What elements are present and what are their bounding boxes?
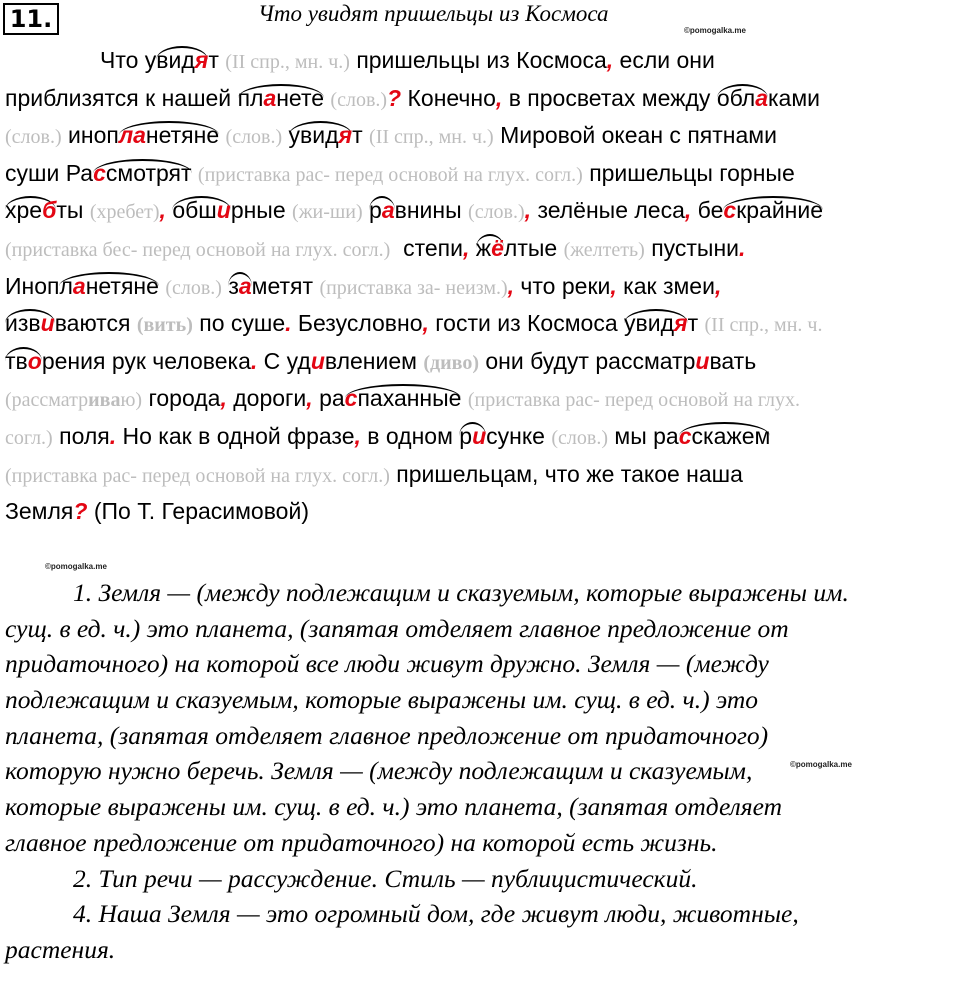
root-arc: ри [459,422,487,449]
exercise-number: 11. [3,3,59,35]
root-arc: скрайние [723,197,824,224]
highlighted-letter: я [194,47,209,73]
answer-line: которые выражены им. сущ. в ед. ч.) это планета, (запятая отделяет [5,792,783,822]
answers-block [5,575,960,968]
note: (II спр., мн. ч. [704,314,823,337]
text-line-3: (слов.) инопланетяне (слов.) увидят (II спр., мн. ч.) Мировой океан с пятнами [5,122,777,149]
note: (желтеть) [563,238,645,261]
exercise-text [5,42,955,531]
answer-line: 4. Наша Земля — это огромный дом, где живут люди, животные, [73,899,799,929]
note: (слов.) [330,88,388,111]
text-line-13: Земля? (По Т. Герасимовой) [5,498,309,525]
root-arc: изви [5,310,55,337]
root-arc: обши [172,197,231,224]
text-line-6: (приставка бес- перед основой на глух. согл.) степи, жёлтые (желтеть) пустыни. [5,234,746,261]
text-line-12: (приставка рас- перед основой на глух. согл.) пришельцам, что же такое наша [5,460,743,487]
note: (II спр., мн. ч.) [369,126,494,149]
root-arc: видя [156,47,209,73]
note: (приставка рас- перед основой на глух. согл.) [197,163,583,186]
answer-line: планета, (запятая отделяет главное предложение от придаточного) [5,720,769,750]
answer-line: сущ. в ед. ч.) это планета, (запятая отделяет главное предложение от [5,613,789,643]
text-line-1: Что увидят (II спр., мн. ч.) пришельцы из Космоса, если они [100,47,715,73]
note: (слов.) [165,276,222,299]
root-arc: обла [716,84,768,111]
note: (II спр., мн. ч.) [225,51,350,73]
note: (слов.) [225,126,283,149]
note: (рассматр [5,389,89,412]
note: (приставка рас- перед основой на глух. согл.) [5,464,390,487]
note: (приставка за- неизм.) [319,276,508,299]
root-arc: ра [369,197,395,224]
root-arc: увидя [288,122,353,149]
root-arc: спаханные [344,385,462,412]
watermark: ©pomogalka.me [45,562,107,571]
exercise-title: Что увидят пришельцы из Космоса [258,1,609,26]
red-punctuation: ? [387,84,402,111]
note: (приставка бес- перед основой на глух. согл.) [5,238,391,261]
root-arc: за [228,272,252,299]
answer-line: 1. Земля — (между подлежащим и сказуемым, которые выражены им. [73,578,849,607]
note: (вить) [136,314,193,337]
answer-line: 2. Тип речи — рассуждение. Стиль — публицистический. [73,863,698,893]
root-arc: ланетяне [59,272,159,299]
root-arc: жё [475,234,504,261]
text-line-4: суши Рассмотрят (приставка рас- перед основой на глух. согл.) пришельцы горные [5,159,795,186]
text-line-5: хребты (хребет), обширные (жи-ши) равнины (слов.), зелёные леса, бескрайние [5,197,824,224]
answer-line: придаточного) на которой все люди живут дружно. Земля — (между [5,649,769,679]
text-line-10: (рассматриваю) города, дороги, распаханные (приставка рас- перед основой на глух. [5,385,801,412]
root-arc: ссмотрят [93,159,192,186]
text-line-11: согл.) поля. Но как в одной фразе, в одном рисунке (слов.) мы расскажем [5,422,771,449]
note: (диво) [423,351,479,374]
text-line-8: извиваются (вить) по суше. Безусловно, гости из Космоса увидят (II спр., мн. ч. [5,310,823,337]
text-line-2: приблизятся к нашей планете (слов.)? Конечно, в просветах между облаками [5,84,821,111]
watermark: ©pomogalka.me [684,26,746,35]
root-arc: ланетяне [118,122,220,149]
answer-line: которую нужно беречь. Земля — (между подлежащим и сказуемым, [5,756,753,786]
root-arc: хреб [5,197,57,224]
answer-line: растения. [5,934,116,964]
note: (хребет) [89,201,160,224]
root-arc: тво [5,347,42,374]
note: (слов.) [5,126,62,149]
note: (жи-ши) [292,201,363,224]
note: (слов.) [551,426,608,449]
watermark: ©pomogalka.me [790,760,852,769]
red-punctuation: , [606,47,614,73]
root-arc: сскажем [678,422,771,449]
answer-line: главное предложение от придаточного) на которой есть жизнь. [5,827,718,857]
root-arc: увидя [624,310,688,337]
note: (слов.) [468,201,525,224]
note: согл.) [5,426,53,449]
root-arc: планете [237,84,325,111]
word-fragment: Что у [100,47,157,73]
answer-line: подлежащим и сказуемым, которые выражены им. сущ. в ед. ч.) это [5,685,759,715]
text-line-9: творения рук человека. С удивлением (диво) они будут рассматривать [5,347,757,374]
note: (приставка рас- перед основой на глух. [467,389,801,412]
text-line-7: Инопланетяне (слов.) заметят (приставка за- неизм.), что реки, как змеи, [5,272,722,299]
